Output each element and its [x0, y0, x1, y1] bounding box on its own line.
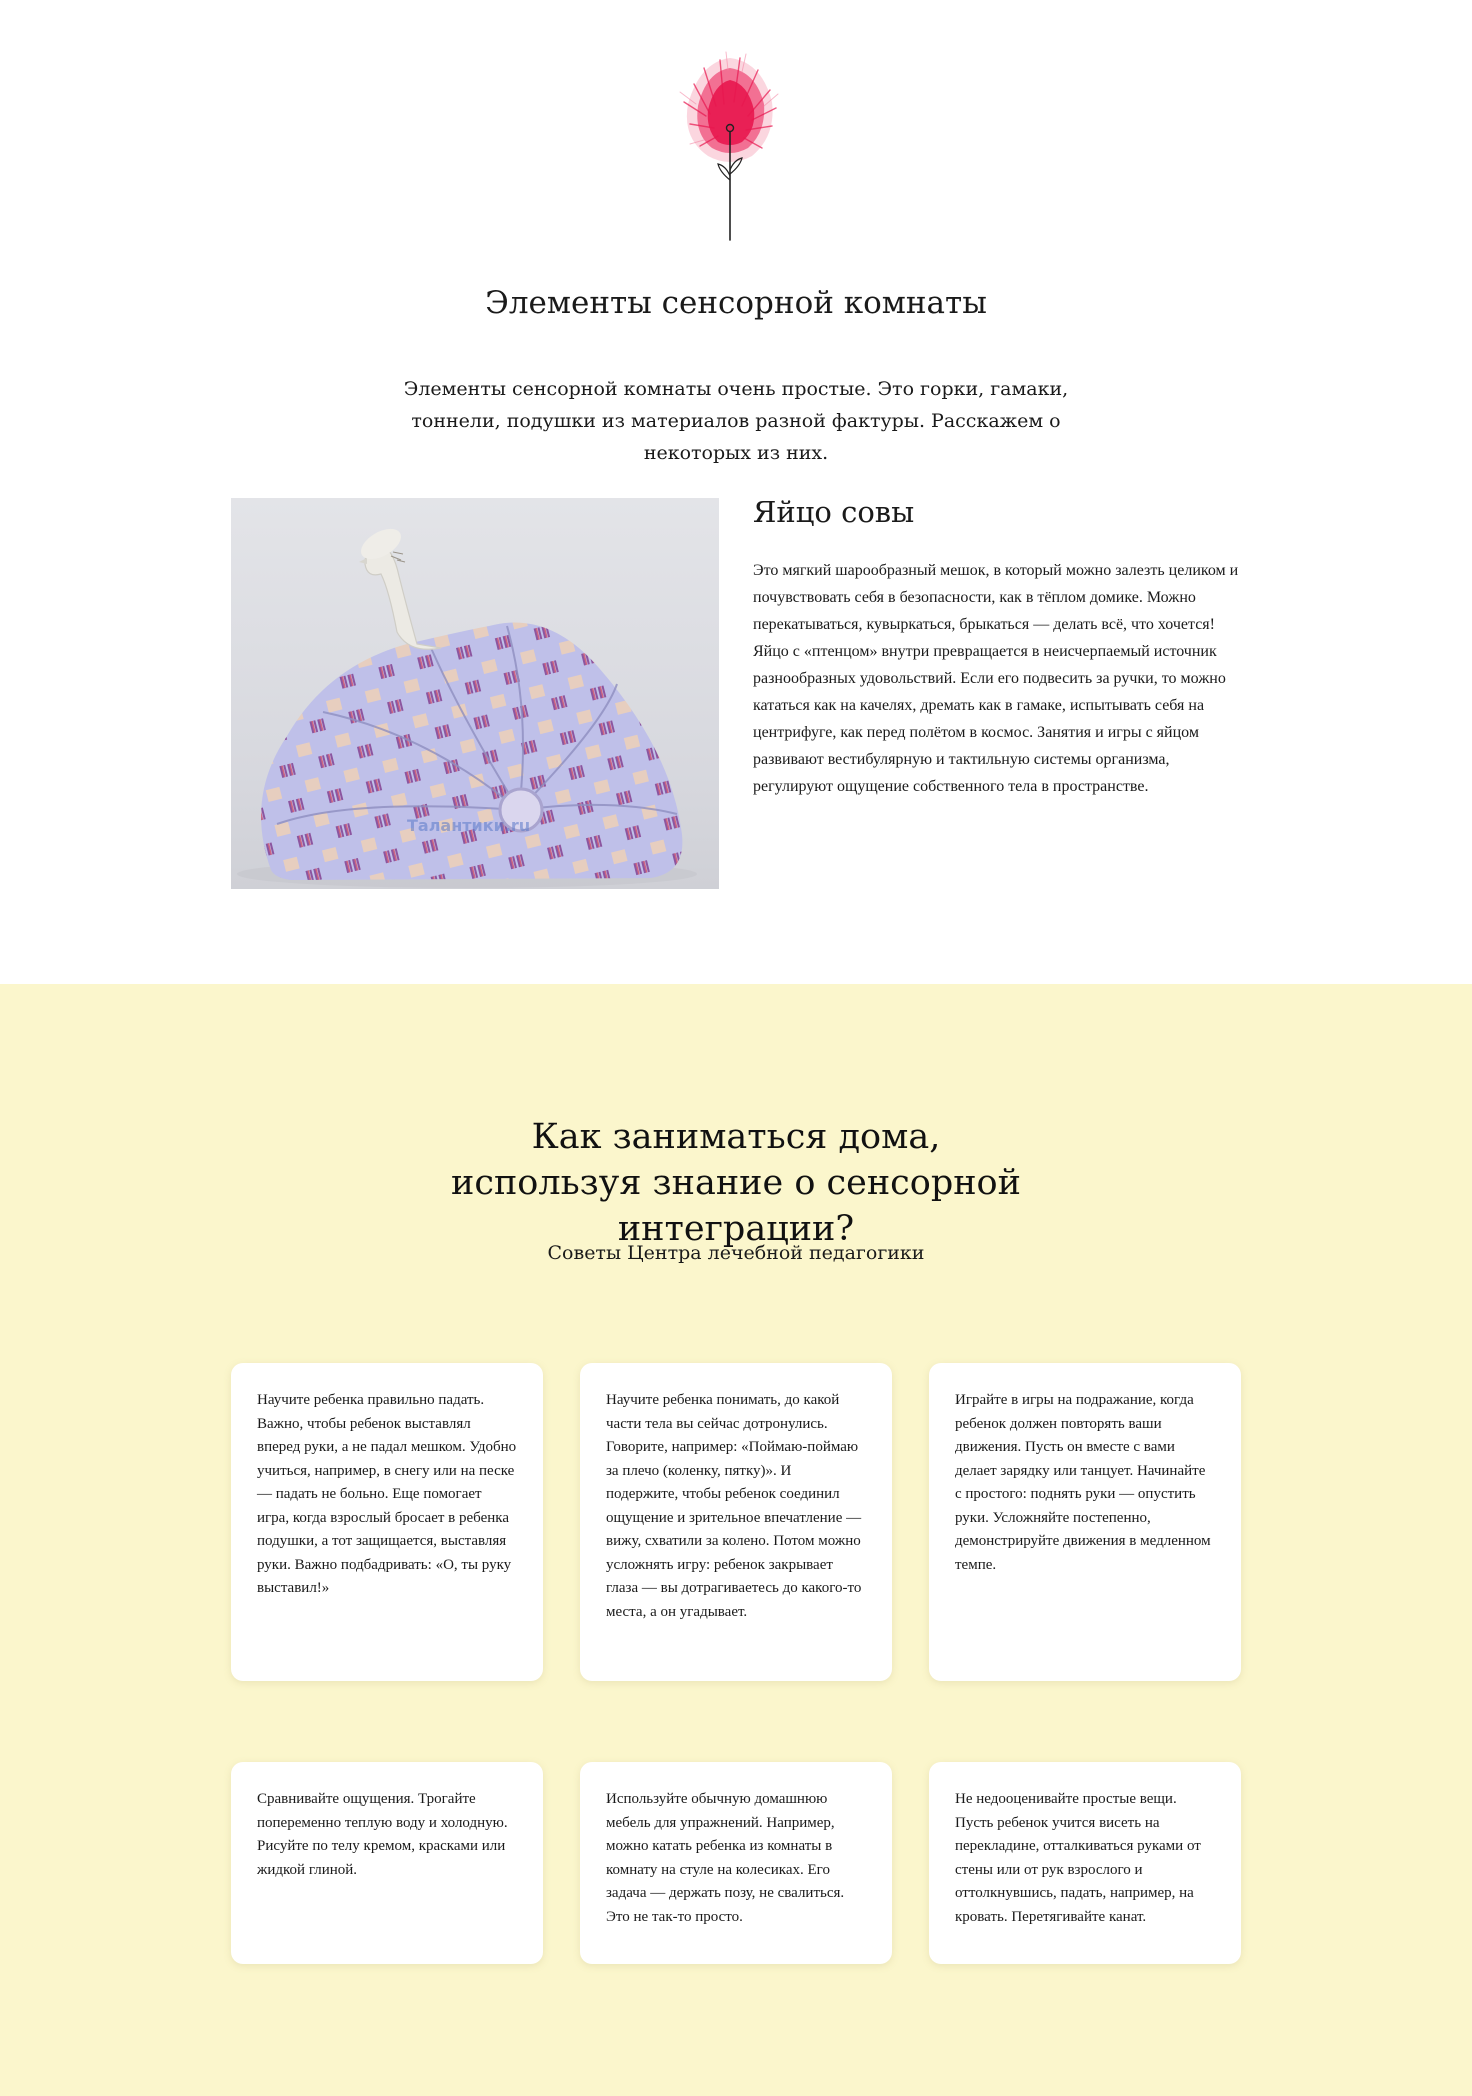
item-description: Это мягкий шарообразный мешок, в который можно залезть целиком и почувствовать себя в безопасности, как в тёплом домике. Можно перекатываться, кувыркаться, брыкаться — делать всё, что хочется! Яйцо с «птенцом» внутри превращается в неисчерпаемый источник разнообразных удовольствий. Если его подвесить за ручки, то можно кататься как на качелях, дремать как в гамаке, испытывать себя на центрифуге, как перед полётом в космос. Занятия и игры с яйцом развивают вестибулярную и тактильную системы организма, регулируют ощущение собственного тела в пространстве.	[753, 562, 1239, 795]
tip-text: Научите ребенка правильно падать. Важно, чтобы ребенок выставлял вперед руки, а не падал мешком. Удобно учиться, например, в снегу или на песке — падать не больно. Еще помогает игра, когда взрослый бросает в ребенка подушки, а тот защищается, выставляя руки. Важно подбадривать: «О, ты руку выставил!»	[257, 1392, 517, 1596]
tips-section-subtitle: Советы Центра лечебной педагогики	[547, 1242, 925, 1264]
tip-card	[929, 1363, 1241, 1681]
photo-watermark: Талантики.ru	[407, 816, 531, 835]
tips-section-title: Как заниматься дома, используя знание о сенсорной интеграции?	[451, 1117, 1021, 1249]
tip-text: Научите ребенка понимать, до какой части тела вы сейчас дотронулись. Говорите, например: «Поймаю-поймаю за плечо (коленку, пятку)». И подержите, чтобы ребенок соединил ощущение и зрительное впечатление — вижу, схватили за колено. Потом можно усложнять игру: ребенок закрывает глаза — вы дотрагиваетесь до какого-то места, а он угадывает.	[606, 1392, 862, 1620]
tip-text: Играйте в игры на подражание, когда ребенок должен повторять ваши движения. Пусть он вместе с вами делает зарядку или танцует. Начинайте с простого: поднять руки — опустить руки. Усложняйте постепенно, демонстрируйте движения в медленном темпе.	[955, 1392, 1211, 1573]
item-title: Яйцо совы	[753, 495, 915, 529]
section-intro: Элементы сенсорной комнаты очень простые. Это горки, гамаки, тоннели, подушки из материалов разной фактуры. Расскажем о некоторых из них.	[403, 378, 1069, 464]
tip-card	[580, 1762, 892, 1964]
section-title: Элементы сенсорной комнаты	[485, 285, 987, 321]
tip-text: Не недооценивайте простые вещи. Пусть ребенок учится висеть на перекладине, отталкиваться руками от стены или от рук взрослого и оттолкнувшись, падать, например, на кровать. Перетягивайте канат.	[955, 1791, 1201, 1925]
tip-card	[580, 1363, 892, 1681]
tip-card	[231, 1762, 543, 1964]
owl-egg-photo	[231, 498, 719, 889]
flower-illustration-icon	[660, 44, 800, 244]
sensory-room-section	[0, 0, 1472, 984]
home-tips-section	[0, 984, 1472, 2096]
tip-text: Используйте обычную домашнюю мебель для упражнений. Например, можно катать ребенка из комнаты в комнату на стуле на колесиках. Его задача — держать позу, не свалиться. Это не так-то просто.	[606, 1791, 845, 1925]
tip-card	[231, 1363, 543, 1681]
tip-text: Сравнивайте ощущения. Трогайте попеременно теплую воду и холодную. Рисуйте по телу кремом, красками или жидкой глиной.	[257, 1791, 508, 1878]
tip-card	[929, 1762, 1241, 1964]
